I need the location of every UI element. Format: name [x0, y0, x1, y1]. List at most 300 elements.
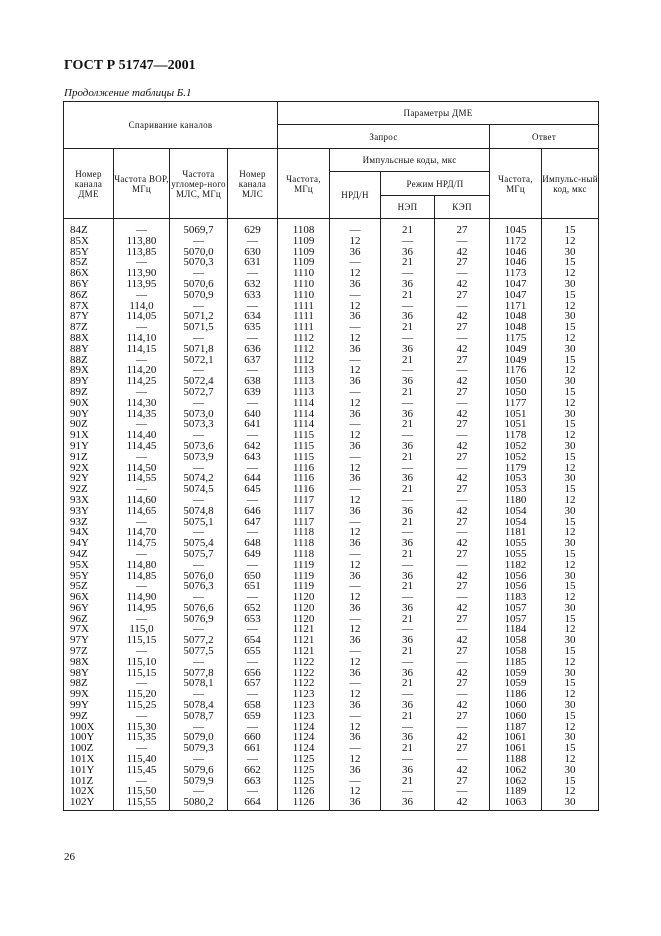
table-cell: — [228, 786, 278, 797]
table-cell: 5074,2 [170, 473, 228, 484]
table-cell: 15 [542, 517, 599, 528]
table-cell: 1061 [490, 743, 542, 754]
table-cell: 1126 [278, 797, 330, 810]
table-cell: 15 [542, 387, 599, 398]
table-cell: 5077,8 [170, 668, 228, 679]
table-cell: 36 [330, 311, 381, 322]
table-cell: — [170, 657, 228, 668]
table-cell: 15 [542, 614, 599, 625]
table-cell: 1059 [490, 678, 542, 689]
table-cell: 651 [228, 581, 278, 592]
table-cell: — [114, 581, 170, 592]
table-cell: 12 [542, 463, 599, 474]
table-cell: 36 [381, 603, 435, 614]
table-cell: 1060 [490, 711, 542, 722]
table-row [64, 290, 599, 301]
table-cell: 36 [381, 668, 435, 679]
table-cell: 21 [381, 776, 435, 787]
table-cell: 1118 [278, 549, 330, 560]
table-cell: — [114, 484, 170, 495]
table-cell: — [435, 463, 490, 474]
table-cell: 663 [228, 776, 278, 787]
table-row [64, 398, 599, 409]
table-cell: 15 [542, 452, 599, 463]
table-cell: 1124 [278, 732, 330, 743]
table-cell: 114,65 [114, 506, 170, 517]
table-cell: — [228, 365, 278, 376]
table-cell: 646 [228, 506, 278, 517]
header-request-freq: Частота, МГц [278, 149, 330, 219]
table-cell: 12 [330, 527, 381, 538]
table-cell: 12 [330, 786, 381, 797]
table-cell: 12 [330, 398, 381, 409]
table-cell: 92Y [64, 473, 114, 484]
table-cell: — [170, 463, 228, 474]
table-cell: 30 [542, 344, 599, 355]
table-cell: — [435, 560, 490, 571]
table-cell: 36 [381, 797, 435, 810]
table-cell: — [381, 301, 435, 312]
table-cell: 1049 [490, 355, 542, 366]
table-cell: 642 [228, 441, 278, 452]
table-cell: — [114, 743, 170, 754]
table-cell: 5077,5 [170, 646, 228, 657]
table-cell: 27 [435, 219, 490, 236]
table-cell: 95Z [64, 581, 114, 592]
table-cell: 1059 [490, 668, 542, 679]
table-cell: 15 [542, 419, 599, 430]
table-cell: 21 [381, 711, 435, 722]
table-cell: 96Y [64, 603, 114, 614]
table-cell: 1122 [278, 668, 330, 679]
table-cell: — [170, 527, 228, 538]
table-cell: — [228, 430, 278, 441]
table-cell: 42 [435, 603, 490, 614]
table-cell: 36 [330, 441, 381, 452]
table-cell: 1113 [278, 365, 330, 376]
table-cell: — [330, 517, 381, 528]
header-response-pulse-code: Импульс-ный код, мкс [542, 149, 599, 219]
table-cell: 94Y [64, 538, 114, 549]
table-cell: 1186 [490, 689, 542, 700]
table-cell: 36 [330, 538, 381, 549]
table-cell: 15 [542, 322, 599, 333]
table-cell: 101Y [64, 765, 114, 776]
table-cell: — [170, 786, 228, 797]
table-cell: 21 [381, 678, 435, 689]
table-cell: — [435, 754, 490, 765]
table-cell: 21 [381, 257, 435, 268]
table-cell: 664 [228, 797, 278, 810]
table-cell: 36 [381, 441, 435, 452]
table-cell: 12 [542, 430, 599, 441]
table-cell: 1123 [278, 689, 330, 700]
table-cell: 42 [435, 732, 490, 743]
table-cell: 1117 [278, 495, 330, 506]
table-cell: 36 [330, 765, 381, 776]
table-cell: 15 [542, 678, 599, 689]
table-cell: — [170, 333, 228, 344]
table-cell: 12 [542, 689, 599, 700]
table-cell: — [435, 722, 490, 733]
table-cell: 42 [435, 797, 490, 810]
table-cell: 1109 [278, 257, 330, 268]
table-cell: 88Y [64, 344, 114, 355]
table-cell: 1114 [278, 398, 330, 409]
table-cell: 115,10 [114, 657, 170, 668]
table-cell: 15 [542, 219, 599, 236]
table-cell: 85Z [64, 257, 114, 268]
table-cell: 21 [381, 419, 435, 430]
table-cell: — [228, 398, 278, 409]
table-cell: — [170, 430, 228, 441]
table-cell: 102Y [64, 797, 114, 810]
table-cell: 661 [228, 743, 278, 754]
table-cell: 27 [435, 257, 490, 268]
table-cell: 114,85 [114, 571, 170, 582]
table-cell: 1179 [490, 463, 542, 474]
table-cell: 632 [228, 279, 278, 290]
table-cell: 5079,9 [170, 776, 228, 787]
table-cell: — [381, 560, 435, 571]
table-cell: 634 [228, 311, 278, 322]
table-cell: 114,30 [114, 398, 170, 409]
table-cell: — [330, 484, 381, 495]
table-cell: — [228, 301, 278, 312]
table-cell: 36 [330, 279, 381, 290]
table-cell: — [381, 236, 435, 247]
table-cell: 30 [542, 700, 599, 711]
table-cell: — [228, 268, 278, 279]
table-cell: 30 [542, 279, 599, 290]
header-dme-channel: Номер канала ДМЕ [64, 149, 114, 219]
table-cell: 1115 [278, 430, 330, 441]
table-cell: — [330, 387, 381, 398]
table-cell: 12 [542, 398, 599, 409]
header-dme-params: Параметры ДМЕ [278, 102, 599, 125]
header-kep: КЭП [435, 196, 490, 219]
table-cell: 1108 [278, 219, 330, 236]
table-cell: 36 [381, 506, 435, 517]
table-cell: 12 [542, 592, 599, 603]
table-cell: 42 [435, 279, 490, 290]
table-cell: — [435, 786, 490, 797]
table-cell: — [381, 495, 435, 506]
table-cell: 655 [228, 646, 278, 657]
table-cell: 5076,6 [170, 603, 228, 614]
table-cell: 1121 [278, 624, 330, 635]
table-cell: 1052 [490, 452, 542, 463]
table-cell: 1061 [490, 732, 542, 743]
table-cell: — [330, 355, 381, 366]
table-cell: 95X [64, 560, 114, 571]
table-cell: 30 [542, 376, 599, 387]
header-response-freq: Частота, МГц [490, 149, 542, 219]
table-cell: 36 [381, 765, 435, 776]
table-cell: 5075,4 [170, 538, 228, 549]
table-cell: — [114, 549, 170, 560]
table-cell: — [330, 549, 381, 560]
table-cell: — [170, 624, 228, 635]
table-cell: — [170, 301, 228, 312]
table-cell: 114,20 [114, 365, 170, 376]
table-cell: 27 [435, 419, 490, 430]
table-cell: 12 [542, 268, 599, 279]
table-cell: 629 [228, 219, 278, 236]
header-nep: НЭП [381, 196, 435, 219]
table-cell: 12 [542, 624, 599, 635]
table-row [64, 797, 599, 810]
table-cell: 92Z [64, 484, 114, 495]
table-cell: — [435, 236, 490, 247]
table-cell: — [381, 722, 435, 733]
table-cell: 114,95 [114, 603, 170, 614]
table-cell: 42 [435, 409, 490, 420]
table-cell: 1126 [278, 786, 330, 797]
table-cell: 93Y [64, 506, 114, 517]
table-cell: 87Z [64, 322, 114, 333]
table-cell: — [381, 657, 435, 668]
table-cell: 1049 [490, 344, 542, 355]
table-cell: 1189 [490, 786, 542, 797]
table-cell: 1119 [278, 581, 330, 592]
table-cell: 1182 [490, 560, 542, 571]
table-cell: 1125 [278, 754, 330, 765]
table-cell: — [114, 322, 170, 333]
table-cell: 12 [330, 301, 381, 312]
table-cell: 114,0 [114, 301, 170, 312]
table-cell: — [330, 743, 381, 754]
table-cell: 1172 [490, 236, 542, 247]
table-cell: 42 [435, 668, 490, 679]
table-cell: 1188 [490, 754, 542, 765]
table-cell: 27 [435, 322, 490, 333]
table-cell: 1184 [490, 624, 542, 635]
table-cell: 30 [542, 732, 599, 743]
table-cell: 1058 [490, 646, 542, 657]
table-cell: 649 [228, 549, 278, 560]
table-cell: 641 [228, 419, 278, 430]
table-cell: 113,90 [114, 268, 170, 279]
table-cell: 640 [228, 409, 278, 420]
table-cell: — [170, 722, 228, 733]
table-cell: 36 [330, 571, 381, 582]
table-cell: — [330, 776, 381, 787]
table-cell: 5079,0 [170, 732, 228, 743]
table-cell: 36 [330, 668, 381, 679]
table-cell: 633 [228, 290, 278, 301]
table-cell: 115,35 [114, 732, 170, 743]
table-cell: 1125 [278, 776, 330, 787]
table-cell: 89Z [64, 387, 114, 398]
table-cell: 89X [64, 365, 114, 376]
document-title: ГОСТ Р 51747—2001 [64, 58, 196, 73]
table-cell: — [114, 257, 170, 268]
table-cell: 1175 [490, 333, 542, 344]
table-cell: 1057 [490, 614, 542, 625]
table-cell: 5072,1 [170, 355, 228, 366]
table-cell: — [435, 430, 490, 441]
table-cell: 101X [64, 754, 114, 765]
table-cell: 1050 [490, 376, 542, 387]
table-cell: 114,75 [114, 538, 170, 549]
table-cell: 15 [542, 257, 599, 268]
table-cell: 1109 [278, 236, 330, 247]
table-cell: 42 [435, 473, 490, 484]
table-cell: 1116 [278, 473, 330, 484]
table-cell: 1117 [278, 506, 330, 517]
table-cell: 36 [381, 732, 435, 743]
table-cell: 1187 [490, 722, 542, 733]
table-cell: 42 [435, 376, 490, 387]
table-cell: 1048 [490, 322, 542, 333]
table-cell: 12 [542, 786, 599, 797]
header-pulse-codes: Импульсные коды, мкс [330, 149, 490, 172]
table-cell: 1054 [490, 517, 542, 528]
table-cell: 115,15 [114, 668, 170, 679]
table-cell: — [114, 678, 170, 689]
table-cell: 12 [330, 268, 381, 279]
table-cell: — [228, 333, 278, 344]
table-cell: — [381, 463, 435, 474]
table-cell: 36 [330, 732, 381, 743]
table-cell: — [435, 495, 490, 506]
table-cell: — [114, 387, 170, 398]
table-cell: 1118 [278, 538, 330, 549]
table-cell: 96Z [64, 614, 114, 625]
table-cell: 1115 [278, 452, 330, 463]
table-cell: 1111 [278, 301, 330, 312]
table-cell: 21 [381, 581, 435, 592]
table-cell: 5070,6 [170, 279, 228, 290]
table-cell: — [330, 419, 381, 430]
table-cell: 647 [228, 517, 278, 528]
table-cell: 87Y [64, 311, 114, 322]
table-cell: 1171 [490, 301, 542, 312]
table-cell: 21 [381, 387, 435, 398]
table-cell: — [435, 592, 490, 603]
table-cell: 30 [542, 473, 599, 484]
table-cell: — [330, 322, 381, 333]
table-cell: 21 [381, 452, 435, 463]
table-cell: 1117 [278, 517, 330, 528]
table-cell: 1052 [490, 441, 542, 452]
table-row [64, 560, 599, 571]
table-cell: 85X [64, 236, 114, 247]
table-cell: 15 [542, 355, 599, 366]
table-cell: 5079,3 [170, 743, 228, 754]
table-cell: — [381, 268, 435, 279]
table-cell: — [381, 430, 435, 441]
dme-channel-table [63, 101, 599, 811]
table-cell: — [381, 398, 435, 409]
table-cell: 115,25 [114, 700, 170, 711]
table-cell: 99X [64, 689, 114, 700]
table-cell: 1046 [490, 247, 542, 258]
table-cell: 36 [381, 279, 435, 290]
table-cell: 42 [435, 311, 490, 322]
table-cell: 30 [542, 797, 599, 810]
table-cell: 36 [330, 409, 381, 420]
table-cell: — [228, 495, 278, 506]
table-cell: 88X [64, 333, 114, 344]
table-cell: 1056 [490, 581, 542, 592]
table-cell: 1060 [490, 700, 542, 711]
table-cell: 114,50 [114, 463, 170, 474]
table-cell: 42 [435, 765, 490, 776]
header-response: Ответ [490, 125, 599, 149]
table-cell: 1123 [278, 711, 330, 722]
table-cell: — [381, 754, 435, 765]
table-cell: 114,60 [114, 495, 170, 506]
table-cell: 12 [542, 657, 599, 668]
table-cell: 1124 [278, 743, 330, 754]
table-cell: — [170, 754, 228, 765]
table-cell: 91Z [64, 452, 114, 463]
table-cell: 27 [435, 517, 490, 528]
table-cell: 36 [330, 247, 381, 258]
table-cell: 114,10 [114, 333, 170, 344]
table-cell: 1122 [278, 657, 330, 668]
table-cell: 114,70 [114, 527, 170, 538]
table-cell: 1114 [278, 419, 330, 430]
table-cell: 114,25 [114, 376, 170, 387]
table-cell: 1180 [490, 495, 542, 506]
table-cell: 27 [435, 549, 490, 560]
table-cell: — [114, 452, 170, 463]
table-cell: 658 [228, 700, 278, 711]
table-cell: — [170, 365, 228, 376]
table-cell: 30 [542, 409, 599, 420]
table-cell: 1113 [278, 387, 330, 398]
table-cell: 1050 [490, 387, 542, 398]
table-cell: — [435, 657, 490, 668]
table-cell: 36 [381, 571, 435, 582]
table-cell: 5072,4 [170, 376, 228, 387]
header-nrd-n: НРД/Н [330, 172, 381, 219]
table-cell: — [435, 624, 490, 635]
table-cell: 648 [228, 538, 278, 549]
table-cell: — [330, 290, 381, 301]
table-cell: 21 [381, 484, 435, 495]
table-cell: 90Y [64, 409, 114, 420]
table-cell: 42 [435, 571, 490, 582]
table-cell: 98Y [64, 668, 114, 679]
table-cell: 86X [64, 268, 114, 279]
table-cell: 94X [64, 527, 114, 538]
table-cell: 21 [381, 322, 435, 333]
table-cell: 100Y [64, 732, 114, 743]
table-cell: 114,45 [114, 441, 170, 452]
table-row [64, 506, 599, 517]
table-cell: 5074,8 [170, 506, 228, 517]
table-cell: 30 [542, 603, 599, 614]
table-cell: — [381, 365, 435, 376]
table-cell: 657 [228, 678, 278, 689]
table-cell: 5076,0 [170, 571, 228, 582]
table-cell: — [330, 581, 381, 592]
table-cell: 114,05 [114, 311, 170, 322]
table-cell: 1045 [490, 219, 542, 236]
table-cell: — [228, 624, 278, 635]
table-cell: 1122 [278, 678, 330, 689]
table-cell: — [228, 463, 278, 474]
table-cell: 1118 [278, 527, 330, 538]
table-cell: 1123 [278, 700, 330, 711]
table-cell: 15 [542, 290, 599, 301]
table-cell: 636 [228, 344, 278, 355]
table-cell: 114,90 [114, 592, 170, 603]
